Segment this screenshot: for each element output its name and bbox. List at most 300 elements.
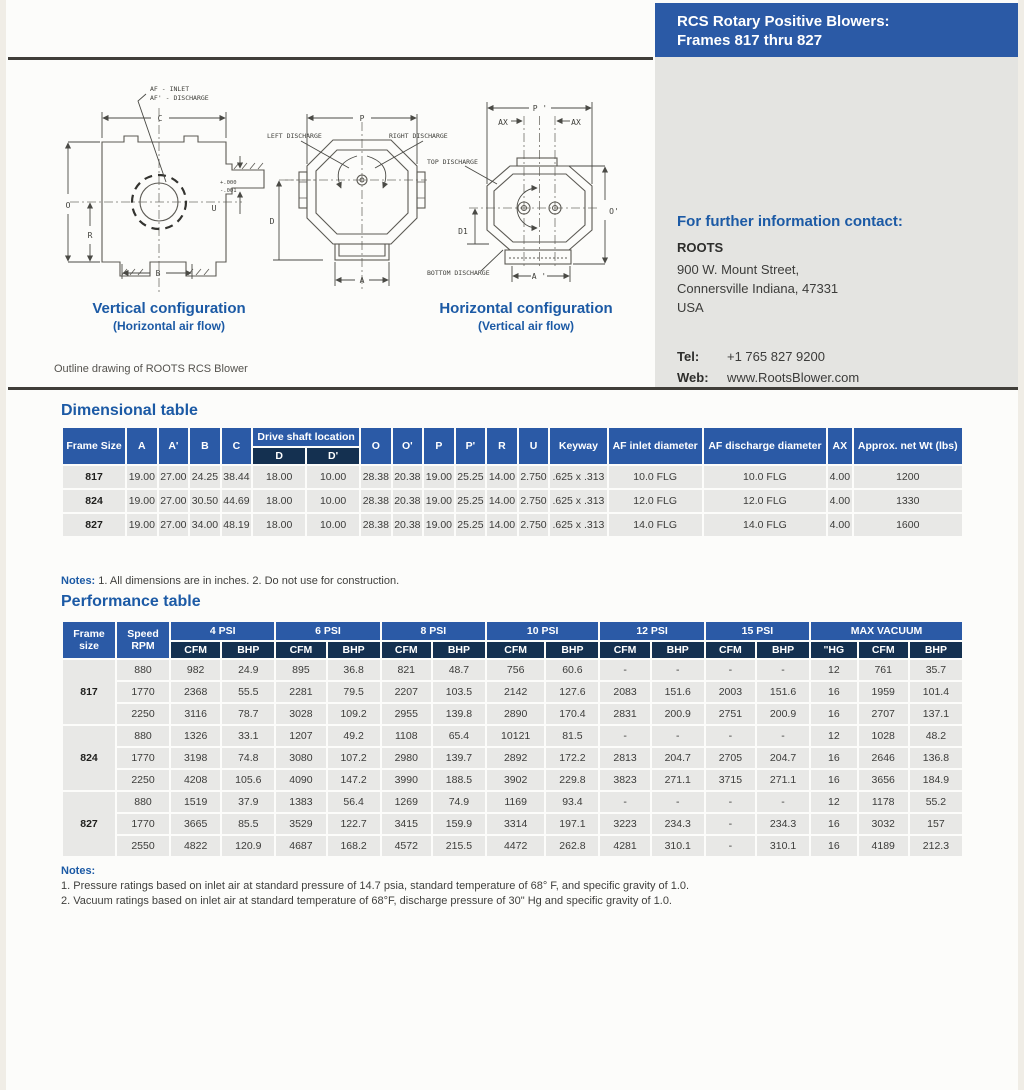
table-cell: 3032 (859, 814, 908, 834)
table-cell: - (706, 836, 755, 856)
web-label: Web: (677, 370, 709, 385)
column-header: BHP (222, 642, 274, 658)
table-cell: 2003 (706, 682, 755, 702)
table-cell: 44.69 (222, 490, 252, 512)
table-cell: 184.9 (910, 770, 962, 790)
table-cell: 16 (811, 748, 857, 768)
table-cell: 2705 (706, 748, 755, 768)
table-cell: 271.1 (652, 770, 704, 790)
table-cell: 12 (811, 660, 857, 680)
table-cell: 172.2 (546, 748, 598, 768)
column-group-header: 6 PSI (276, 622, 379, 640)
table-cell: 200.9 (652, 704, 704, 724)
dim-a-prime-label: A ' (531, 272, 547, 281)
table-cell: 3198 (171, 748, 220, 768)
table-cell: 16 (811, 682, 857, 702)
contact-panel (655, 57, 1018, 388)
dimensional-row (63, 466, 962, 488)
table-cell: 147.2 (328, 770, 380, 790)
table-cell: 19.00 (127, 514, 157, 536)
table-cell: 3223 (600, 814, 649, 834)
dimensional-notes (61, 575, 399, 587)
performance-header-row (63, 622, 962, 640)
table-cell: .625 x .313 (550, 466, 606, 488)
dim-o-label: O (65, 201, 71, 210)
table-cell: 36.8 (328, 660, 380, 680)
dim-b-label: B (155, 269, 161, 278)
table-cell: 14.00 (487, 514, 517, 536)
column-group-header: 12 PSI (600, 622, 703, 640)
table-cell: 4189 (859, 836, 908, 856)
table-cell: 4572 (382, 836, 431, 856)
table-cell: 1383 (276, 792, 325, 812)
table-cell: - (652, 792, 704, 812)
table-cell: 24.25 (190, 466, 220, 488)
table-cell: 3656 (859, 770, 908, 790)
outline-drawing-note: Outline drawing of ROOTS RCS Blower (54, 363, 248, 375)
table-cell: 3028 (276, 704, 325, 724)
table-cell: 107.2 (328, 748, 380, 768)
column-header: U (519, 428, 549, 464)
table-cell: 4.00 (828, 466, 851, 488)
performance-table-title: Performance table (61, 593, 201, 610)
table-cell: 2281 (276, 682, 325, 702)
table-cell: - (706, 814, 755, 834)
address-line1: 900 W. Mount Street, (677, 262, 800, 277)
table-cell: 4208 (171, 770, 220, 790)
tel-label: Tel: (677, 349, 700, 364)
table-cell: 4281 (600, 836, 649, 856)
table-cell: 234.3 (652, 814, 704, 834)
contact-heading: For further information contact: (677, 213, 903, 230)
table-cell: 2890 (487, 704, 544, 724)
table-cell: 157 (910, 814, 962, 834)
table-cell: 4472 (487, 836, 544, 856)
column-header: C (222, 428, 252, 464)
banner-title-line2: Frames 817 thru 827 (677, 32, 823, 49)
table-cell: 2813 (600, 748, 649, 768)
table-cell: 159.9 (433, 814, 485, 834)
table-cell: 18.00 (253, 490, 305, 512)
table-cell: 16 (811, 836, 857, 856)
notes-line1: 1. Pressure ratings based on inlet air at standard pressure of 14.7 psia, standard temperature of 68° F, and specific gravity of 1.0. (61, 880, 690, 892)
table-cell: 3990 (382, 770, 431, 790)
notes-text: 1. All dimensions are in inches. 2. Do not use for construction. (98, 575, 400, 587)
column-group-header: 15 PSI (706, 622, 809, 640)
address-line3: USA (677, 300, 704, 315)
table-cell: 79.5 (328, 682, 380, 702)
column-header: Approx. net Wt (lbs) (854, 428, 962, 464)
perf-subheader-row (63, 642, 962, 658)
table-cell: 28.38 (361, 490, 391, 512)
column-header: BHP (433, 642, 485, 658)
table-cell: 756 (487, 660, 544, 680)
notes-label: Notes: (61, 575, 96, 587)
column-group-header: 10 PSI (487, 622, 599, 640)
table-cell: 2083 (600, 682, 649, 702)
table-cell: - (652, 726, 704, 746)
column-header: O' (393, 428, 423, 464)
table-cell: - (706, 726, 755, 746)
speed-rpm-cell: 2250 (117, 770, 169, 790)
table-cell: 1028 (859, 726, 908, 746)
table-cell: 1178 (859, 792, 908, 812)
table-cell: 74.8 (222, 748, 274, 768)
table-cell: 3902 (487, 770, 544, 790)
table-cell: 895 (276, 660, 325, 680)
table-cell: 234.3 (757, 814, 809, 834)
table-cell: 204.7 (757, 748, 809, 768)
table-cell: 2980 (382, 748, 431, 768)
divider-rule-main (8, 387, 1018, 390)
table-cell: 10.0 FLG (609, 466, 702, 488)
notes-label: Notes: (61, 865, 96, 877)
company-name: ROOTS (677, 240, 724, 255)
table-cell: 3665 (171, 814, 220, 834)
table-cell: 1269 (382, 792, 431, 812)
performance-row (63, 682, 962, 702)
tel-value: +1 765 827 9200 (727, 349, 825, 364)
column-group-header: 8 PSI (382, 622, 485, 640)
table-cell: 27.00 (159, 490, 189, 512)
table-cell: 12 (811, 792, 857, 812)
column-group-header: Drive shaft location (253, 428, 359, 446)
table-cell: 12.0 FLG (704, 490, 826, 512)
table-cell: 109.2 (328, 704, 380, 724)
speed-rpm-cell: 1770 (117, 814, 169, 834)
table-cell: 139.7 (433, 748, 485, 768)
column-header: Keyway (550, 428, 606, 464)
title-banner (655, 3, 1018, 57)
dimensional-header-row (63, 428, 962, 446)
column-header: Frame Size (63, 428, 125, 464)
table-cell: 16 (811, 770, 857, 790)
table-cell: 20.38 (393, 514, 423, 536)
table-cell: 55.2 (910, 792, 962, 812)
performance-table (61, 620, 964, 858)
frame-size-cell: 827 (63, 792, 115, 856)
table-cell: 10.00 (307, 466, 359, 488)
table-cell: 93.4 (546, 792, 598, 812)
dim-u-label: U (211, 204, 217, 213)
tolerance-plus-label: +.000 (220, 180, 237, 186)
horizontal-config-drawing (425, 88, 665, 303)
dim-p-prime-label: P ' (532, 104, 548, 113)
frame-size-cell: 824 (63, 726, 115, 790)
table-cell: 25.25 (456, 490, 486, 512)
column-header: CFM (171, 642, 220, 658)
caption-subtitle: (Horizontal air flow) (113, 319, 225, 333)
table-cell: 2707 (859, 704, 908, 724)
table-cell: 1169 (487, 792, 544, 812)
table-cell: 85.5 (222, 814, 274, 834)
table-cell: 19.00 (127, 466, 157, 488)
table-cell: .625 x .313 (550, 490, 606, 512)
table-cell: 28.38 (361, 514, 391, 536)
frame-size-cell: 827 (63, 514, 125, 536)
table-cell: 271.1 (757, 770, 809, 790)
table-cell: 30.50 (190, 490, 220, 512)
column-header: A' (159, 428, 189, 464)
column-header: CFM (859, 642, 908, 658)
table-cell: 2831 (600, 704, 649, 724)
table-cell: 1200 (854, 466, 962, 488)
table-cell: 18.00 (253, 514, 305, 536)
table-cell: 204.7 (652, 748, 704, 768)
table-cell: 200.9 (757, 704, 809, 724)
table-cell: 1326 (171, 726, 220, 746)
performance-row (63, 814, 962, 834)
table-cell: 188.5 (433, 770, 485, 790)
table-cell: 60.6 (546, 660, 598, 680)
performance-row (63, 726, 962, 746)
caption-title: Horizontal configuration (439, 300, 613, 317)
table-cell: 3823 (600, 770, 649, 790)
table-cell: 1519 (171, 792, 220, 812)
column-header: O (361, 428, 391, 464)
web-value: www.RootsBlower.com (727, 370, 860, 385)
table-cell: - (757, 660, 809, 680)
table-cell: 2368 (171, 682, 220, 702)
table-cell: 2.750 (519, 490, 549, 512)
table-cell: - (706, 660, 755, 680)
caption-subtitle: (Vertical air flow) (477, 319, 575, 333)
table-cell: 2.750 (519, 466, 549, 488)
column-header: BHP (757, 642, 809, 658)
table-cell: 151.6 (757, 682, 809, 702)
table-cell: 34.00 (190, 514, 220, 536)
column-header: R (487, 428, 517, 464)
table-cell: 16 (811, 814, 857, 834)
table-cell: 19.00 (424, 466, 454, 488)
table-cell: 27.00 (159, 466, 189, 488)
table-cell: 2.750 (519, 514, 549, 536)
table-cell: 56.4 (328, 792, 380, 812)
table-cell: 33.1 (222, 726, 274, 746)
column-header: BHP (546, 642, 598, 658)
dim-r-label: R (87, 231, 93, 240)
table-cell: - (757, 792, 809, 812)
table-cell: 310.1 (757, 836, 809, 856)
table-cell: 982 (171, 660, 220, 680)
speed-rpm-cell: 2250 (117, 704, 169, 724)
left-discharge-label: LEFT DISCHARGE (267, 132, 322, 140)
column-header: AF inlet diameter (609, 428, 702, 464)
column-header: B (190, 428, 220, 464)
table-cell: 120.9 (222, 836, 274, 856)
column-header: BHP (652, 642, 704, 658)
column-group-header: MAX VACUUM (811, 622, 962, 640)
table-cell: 212.3 (910, 836, 962, 856)
table-cell: 215.5 (433, 836, 485, 856)
dim-a-label: A (359, 276, 365, 285)
table-cell: 2142 (487, 682, 544, 702)
column-header: AF discharge diameter (704, 428, 826, 464)
table-cell: 229.8 (546, 770, 598, 790)
speed-rpm-cell: 1770 (117, 682, 169, 702)
table-cell: 136.8 (910, 748, 962, 768)
frame-size-cell: 824 (63, 490, 125, 512)
speed-rpm-cell: 1770 (117, 748, 169, 768)
table-cell: 3080 (276, 748, 325, 768)
table-cell: 19.00 (424, 490, 454, 512)
dimensional-row (63, 490, 962, 512)
table-cell: 14.0 FLG (704, 514, 826, 536)
table-cell: 1108 (382, 726, 431, 746)
table-cell: 10121 (487, 726, 544, 746)
table-cell: 10.00 (307, 490, 359, 512)
frame-size-cell: 817 (63, 466, 125, 488)
table-cell: 310.1 (652, 836, 704, 856)
column-header: P' (456, 428, 486, 464)
document-page (6, 0, 1018, 1090)
table-cell: 821 (382, 660, 431, 680)
horizontal-config-caption (406, 300, 646, 333)
column-header: D' (307, 448, 359, 464)
table-cell: 127.6 (546, 682, 598, 702)
table-cell: 27.00 (159, 514, 189, 536)
speed-rpm-cell: 880 (117, 792, 169, 812)
column-header: AX (828, 428, 851, 464)
table-cell: 2751 (706, 704, 755, 724)
vertical-config-drawing (54, 80, 269, 298)
speed-rpm-cell: 880 (117, 726, 169, 746)
table-cell: 1600 (854, 514, 962, 536)
table-cell: 28.38 (361, 466, 391, 488)
table-cell: 48.2 (910, 726, 962, 746)
dim-p-label: P (359, 114, 365, 123)
table-cell: 2955 (382, 704, 431, 724)
column-group-header: 4 PSI (171, 622, 274, 640)
table-cell: 49.2 (328, 726, 380, 746)
table-cell: 78.7 (222, 704, 274, 724)
column-header: CFM (382, 642, 431, 658)
table-cell: - (600, 660, 649, 680)
table-cell: 4.00 (828, 490, 851, 512)
table-cell: 3314 (487, 814, 544, 834)
column-header: CFM (487, 642, 544, 658)
table-cell: 48.7 (433, 660, 485, 680)
performance-row (63, 770, 962, 790)
table-cell: 20.38 (393, 466, 423, 488)
column-header: D (253, 448, 305, 464)
table-cell: 4687 (276, 836, 325, 856)
table-cell: 74.9 (433, 792, 485, 812)
dim-o-prime-label: O' (609, 207, 619, 216)
table-cell: 3415 (382, 814, 431, 834)
table-cell: 12 (811, 726, 857, 746)
dim-ax-left-label: AX (498, 118, 508, 127)
dim-ax-right-label: AX (571, 118, 581, 127)
table-cell: 38.44 (222, 466, 252, 488)
table-cell: 2207 (382, 682, 431, 702)
table-cell: 65.4 (433, 726, 485, 746)
table-cell: 14.00 (487, 490, 517, 512)
table-cell: 170.4 (546, 704, 598, 724)
table-cell: 761 (859, 660, 908, 680)
table-cell: 81.5 (546, 726, 598, 746)
dim-d-label: D (269, 217, 275, 226)
column-header: BHP (328, 642, 380, 658)
table-cell: 139.8 (433, 704, 485, 724)
table-cell: 4090 (276, 770, 325, 790)
table-cell: - (652, 660, 704, 680)
vertical-config-caption (54, 300, 284, 333)
performance-row (63, 792, 962, 812)
table-cell: 137.1 (910, 704, 962, 724)
table-cell: 14.00 (487, 466, 517, 488)
performance-row (63, 704, 962, 724)
table-cell: 18.00 (253, 466, 305, 488)
table-cell: - (757, 726, 809, 746)
right-discharge-label: RIGHT DISCHARGE (389, 132, 448, 140)
table-cell: 262.8 (546, 836, 598, 856)
table-cell: 101.4 (910, 682, 962, 702)
performance-notes (61, 864, 689, 909)
address-line2: Connersville Indiana, 47331 (677, 281, 839, 296)
column-header: CFM (706, 642, 755, 658)
table-cell: 20.38 (393, 490, 423, 512)
table-cell: 3529 (276, 814, 325, 834)
af-inlet-label: AF - INLET (150, 85, 190, 93)
table-cell: 37.9 (222, 792, 274, 812)
table-cell: 122.7 (328, 814, 380, 834)
column-header: P (424, 428, 454, 464)
divider-rule-top (8, 57, 653, 60)
table-cell: 1330 (854, 490, 962, 512)
table-cell: .625 x .313 (550, 514, 606, 536)
table-cell: 55.5 (222, 682, 274, 702)
table-cell: 197.1 (546, 814, 598, 834)
dimensional-table (61, 426, 964, 538)
dim-c-label: C (157, 114, 163, 123)
banner-title-line1: RCS Rotary Positive Blowers: (677, 13, 890, 30)
column-header: Speed RPM (117, 622, 169, 658)
bottom-discharge-label: BOTTOM DISCHARGE (427, 269, 490, 277)
table-cell: 10.0 FLG (704, 466, 826, 488)
column-header: "HG (811, 642, 857, 658)
table-cell: 35.7 (910, 660, 962, 680)
table-cell: - (600, 726, 649, 746)
performance-row (63, 836, 962, 856)
table-cell: - (600, 792, 649, 812)
table-cell: 25.25 (456, 466, 486, 488)
table-cell: - (706, 792, 755, 812)
tolerance-minus-label: -.001 (220, 188, 237, 194)
performance-row (63, 660, 962, 680)
frame-size-cell: 817 (63, 660, 115, 724)
notes-line2: 2. Vacuum ratings based on inlet air at standard temperature of 68°F, discharge pressure of 30" Hg and specific gravity of 1.0. (61, 895, 672, 907)
table-cell: 10.00 (307, 514, 359, 536)
table-cell: 14.0 FLG (609, 514, 702, 536)
dim-d1-label: D1 (458, 227, 468, 236)
table-cell: 1207 (276, 726, 325, 746)
table-cell: 2892 (487, 748, 544, 768)
table-cell: 3715 (706, 770, 755, 790)
speed-rpm-cell: 2550 (117, 836, 169, 856)
table-cell: 24.9 (222, 660, 274, 680)
column-header: CFM (276, 642, 325, 658)
table-cell: 4.00 (828, 514, 851, 536)
table-cell: 105.6 (222, 770, 274, 790)
table-cell: 16 (811, 704, 857, 724)
column-header: Frame size (63, 622, 115, 658)
column-header: BHP (910, 642, 962, 658)
table-cell: 19.00 (424, 514, 454, 536)
table-cell: 25.25 (456, 514, 486, 536)
af-discharge-label: AF' - DISCHARGE (150, 94, 209, 102)
table-cell: 168.2 (328, 836, 380, 856)
